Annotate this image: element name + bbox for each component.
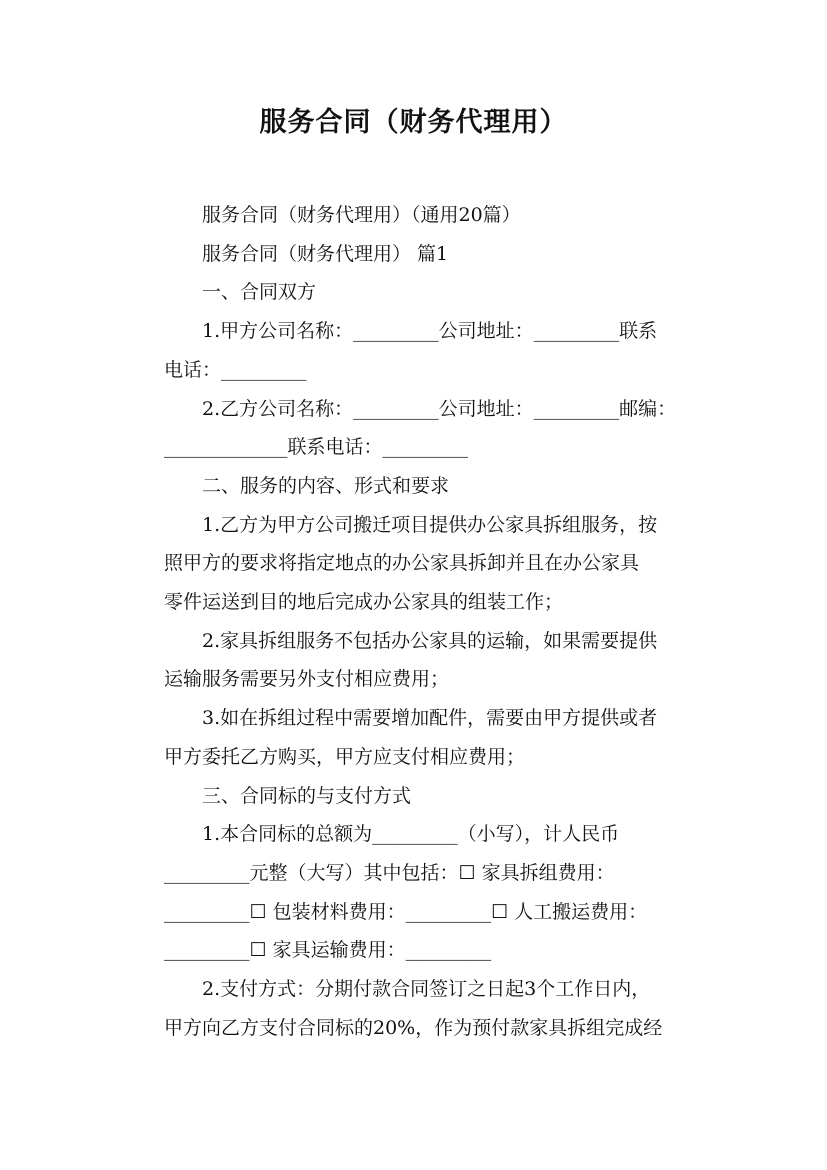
text-line: _________☐ 家具运输费用：_________ (164, 939, 492, 962)
text-line: 服务合同（财务代理用） 篇1 (202, 242, 449, 265)
paragraph-section-heading (126, 235, 702, 274)
text-line: 3.如在拆组过程中需要增加配件，需要由甲方提供或者 (202, 707, 658, 730)
text-line: 1.本合同标的总额为_________（小写），计人民币 (202, 823, 620, 846)
heading-service-content (126, 467, 702, 506)
text-line: 二、服务的内容、形式和要求 (202, 474, 450, 497)
paragraph-payment-2 (126, 970, 702, 1047)
paragraph-payment-1 (126, 815, 702, 970)
text-line: 2.家具拆组服务不包括办公家具的运输，如果需要提供 (202, 629, 658, 652)
paragraph-subtitle (126, 196, 702, 235)
text-line: _________☐ 包装材料费用：_________☐ 人工搬运费用： (164, 900, 648, 923)
text-line: 服务合同（财务代理用）（通用20篇） (202, 204, 521, 226)
text-line: 2.乙方公司名称：_________公司地址：_________邮编： (202, 397, 677, 420)
text-line: 2.支付方式：分期付款合同签订之日起3个工作日内， (202, 978, 651, 1001)
text-line: _________元整（大写）其中包括：☐ 家具拆组费用： (164, 861, 615, 884)
text-line: 甲方委托乙方购买，甲方应支付相应费用； (164, 745, 526, 768)
paragraph-party-a (126, 312, 702, 389)
heading-payment (126, 777, 702, 816)
text-line: 运输服务需要另外支付相应费用； (164, 668, 450, 691)
text-line: 电话：_________ (164, 358, 307, 381)
text-line: 1.甲方公司名称：_________公司地址：_________联系 (202, 320, 658, 343)
paragraph-service-2 (126, 622, 702, 699)
text-line: 1.乙方为甲方公司搬迁项目提供办公家具拆组服务，按 (202, 513, 658, 536)
document-title: 服务合同（财务代理用） (259, 107, 568, 138)
paragraph-service-1 (126, 506, 702, 622)
text-line: 三、合同标的与支付方式 (202, 784, 412, 807)
heading-contract-parties (126, 273, 702, 312)
text-line: 零件运送到目的地后完成办公家具的组装工作； (164, 591, 564, 614)
text-line: _____________联系电话：_________ (164, 436, 469, 459)
paragraph-service-3 (126, 699, 702, 776)
text-line: 甲方向乙方支付合同标的20%，作为预付款家具拆组完成经 (164, 1016, 663, 1039)
document-body (126, 196, 702, 1047)
paragraph-party-b (126, 390, 702, 467)
text-line: 一、合同双方 (202, 281, 317, 304)
text-line: 照甲方的要求将指定地点的办公家具拆卸并且在办公家具 (164, 552, 640, 575)
